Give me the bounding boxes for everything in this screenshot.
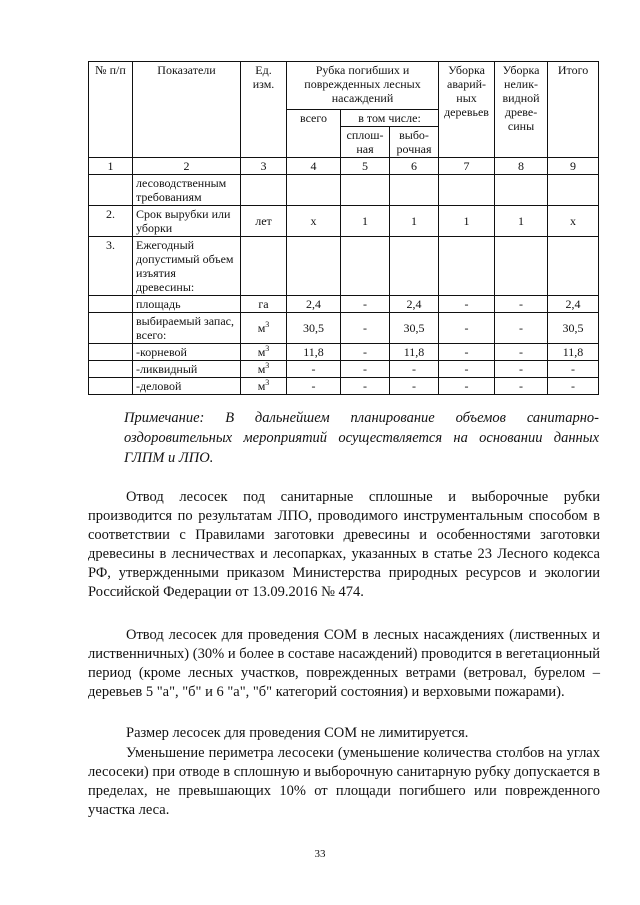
column-number: 1 — [89, 158, 133, 175]
row-label: -ликвидный — [133, 361, 241, 378]
row-value: - — [287, 378, 341, 395]
column-number: 4 — [287, 158, 341, 175]
row-value — [548, 237, 599, 296]
column-number-row — [89, 158, 599, 175]
row-value: - — [341, 313, 390, 344]
row-value: - — [495, 361, 548, 378]
header-total-felling: всего — [287, 110, 341, 158]
row-value: - — [341, 361, 390, 378]
table-row — [89, 296, 599, 313]
row-unit — [241, 313, 287, 344]
unit-superscript: 3 — [265, 378, 270, 387]
row-value — [341, 237, 390, 296]
row-value — [341, 175, 390, 206]
row-value — [548, 175, 599, 206]
unit-text: м — [257, 345, 266, 359]
row-unit — [241, 344, 287, 361]
header-total: Итого — [548, 62, 599, 158]
row-value: - — [495, 378, 548, 395]
row-value — [439, 237, 495, 296]
row-number — [89, 378, 133, 395]
column-number: 7 — [439, 158, 495, 175]
header-illiquid: Уборка нелик- видной древе- сины — [495, 62, 548, 158]
row-value — [495, 237, 548, 296]
row-value: - — [341, 344, 390, 361]
row-value: - — [548, 378, 599, 395]
header-felling-group: Рубка погибших и поврежденных лесных насаждений — [287, 62, 439, 110]
row-unit — [241, 296, 287, 313]
paragraph-4: Уменьшение периметра лесосеки (уменьшение количества столбов на углах лесосеки) при отводе в сплошную и выборочную санитарную рубку допускается в пределах, не превышающих 10% от площади погибшего или поврежденного участка леса. — [88, 745, 600, 818]
row-label: -деловой — [133, 378, 241, 395]
paragraph-1: Отвод лесосек под санитарные сплошные и выборочные рубки производится по результатам ЛПО, проводимого инструментальным способом в соответствии с Правилами заготовки древесины и особенностями заготовки древесины в лесничествах и лесопарках, указанных в статье 23 Лесного кодекса РФ, утвержденными приказом Министерства природных ресурсов и экологии Российской Федерации от 13.09.2016 № 474. — [88, 489, 600, 600]
table-row — [89, 175, 599, 206]
unit-text: м — [257, 321, 266, 335]
header-including: в том числе: — [341, 110, 439, 127]
row-value: 2,4 — [390, 296, 439, 313]
row-label: площадь — [133, 296, 241, 313]
column-number: 6 — [390, 158, 439, 175]
paragraph-2: Отвод лесосек для проведения СОМ в лесных насаждениях (лиственных и лиственничных) (30% и более в составе насаждений) проводится в вегетационный период (кроме лесных участков, поврежденных ветрами (ветровал, бурелом – деревьев 5 "а", "б" и 6 "а", "б" категорий состояния) и верховыми пожарами). — [88, 627, 600, 700]
table-row — [89, 237, 599, 296]
header-indicators: Показатели — [133, 62, 241, 158]
row-value: - — [341, 378, 390, 395]
row-value: - — [390, 378, 439, 395]
row-value: 30,5 — [548, 313, 599, 344]
table-row — [89, 361, 599, 378]
row-value: - — [390, 361, 439, 378]
row-number — [89, 296, 133, 313]
row-number: 3. — [89, 237, 133, 296]
column-number: 8 — [495, 158, 548, 175]
header-num: № п/п — [89, 62, 133, 158]
row-value — [287, 175, 341, 206]
row-number — [89, 313, 133, 344]
row-value: - — [439, 344, 495, 361]
row-unit — [241, 361, 287, 378]
row-value: 1 — [495, 206, 548, 237]
row-unit — [241, 237, 287, 296]
row-value: - — [495, 313, 548, 344]
row-label: Срок вырубки или уборки — [133, 206, 241, 237]
row-unit — [241, 175, 287, 206]
column-number: 3 — [241, 158, 287, 175]
column-number: 2 — [133, 158, 241, 175]
row-value: x — [287, 206, 341, 237]
unit-text: м — [257, 362, 266, 376]
row-value: - — [439, 361, 495, 378]
column-number: 5 — [341, 158, 390, 175]
row-number: 2. — [89, 206, 133, 237]
header-unit: Ед. изм. — [241, 62, 287, 158]
unit-text: м — [257, 379, 266, 393]
row-number — [89, 361, 133, 378]
row-value — [390, 175, 439, 206]
header-clear: сплош- ная — [341, 127, 390, 158]
header-selective: выбо- рочная — [390, 127, 439, 158]
unit-text: лет — [255, 214, 272, 228]
row-value: 2,4 — [548, 296, 599, 313]
row-label: лесоводственным требованиям — [133, 175, 241, 206]
row-value: - — [495, 296, 548, 313]
row-value: - — [341, 296, 390, 313]
row-label: -корневой — [133, 344, 241, 361]
unit-superscript: 3 — [265, 320, 270, 329]
row-value: 1 — [439, 206, 495, 237]
table-row — [89, 313, 599, 344]
row-value: - — [439, 313, 495, 344]
row-value — [287, 237, 341, 296]
table-row — [89, 344, 599, 361]
row-value — [495, 175, 548, 206]
row-label: выбираемый запас, всего: — [133, 313, 241, 344]
unit-text: га — [258, 297, 269, 311]
row-value — [439, 175, 495, 206]
row-value: 1 — [341, 206, 390, 237]
row-value: - — [287, 361, 341, 378]
row-value: - — [439, 296, 495, 313]
row-number — [89, 344, 133, 361]
table-row — [89, 206, 599, 237]
row-label: Ежегодный допустимый объем изъятия древесины: — [133, 237, 241, 296]
row-number — [89, 175, 133, 206]
row-value: 11,8 — [548, 344, 599, 361]
row-value: 11,8 — [390, 344, 439, 361]
row-value: 30,5 — [287, 313, 341, 344]
row-value: 2,4 — [287, 296, 341, 313]
row-value: - — [439, 378, 495, 395]
row-value: 1 — [390, 206, 439, 237]
row-value: - — [495, 344, 548, 361]
paragraph-3: Размер лесосек для проведения СОМ не лимитируется. — [126, 725, 469, 741]
row-value: - — [548, 361, 599, 378]
data-table — [88, 61, 599, 395]
unit-superscript: 3 — [265, 344, 270, 353]
unit-superscript: 3 — [265, 361, 270, 370]
header-windfall: Уборка аварий- ных деревьев — [439, 62, 495, 158]
page-number: 33 — [314, 848, 326, 860]
row-value: 11,8 — [287, 344, 341, 361]
table-row — [89, 378, 599, 395]
row-unit — [241, 206, 287, 237]
row-value: 30,5 — [390, 313, 439, 344]
column-number: 9 — [548, 158, 599, 175]
row-value: x — [548, 206, 599, 237]
row-value — [390, 237, 439, 296]
row-unit — [241, 378, 287, 395]
table-note: Примечание: В дальнейшем планирование объемов санитарно-оздоровительных мероприятий осуществляется на основании данных ГЛПМ и ЛПО. — [124, 410, 599, 466]
